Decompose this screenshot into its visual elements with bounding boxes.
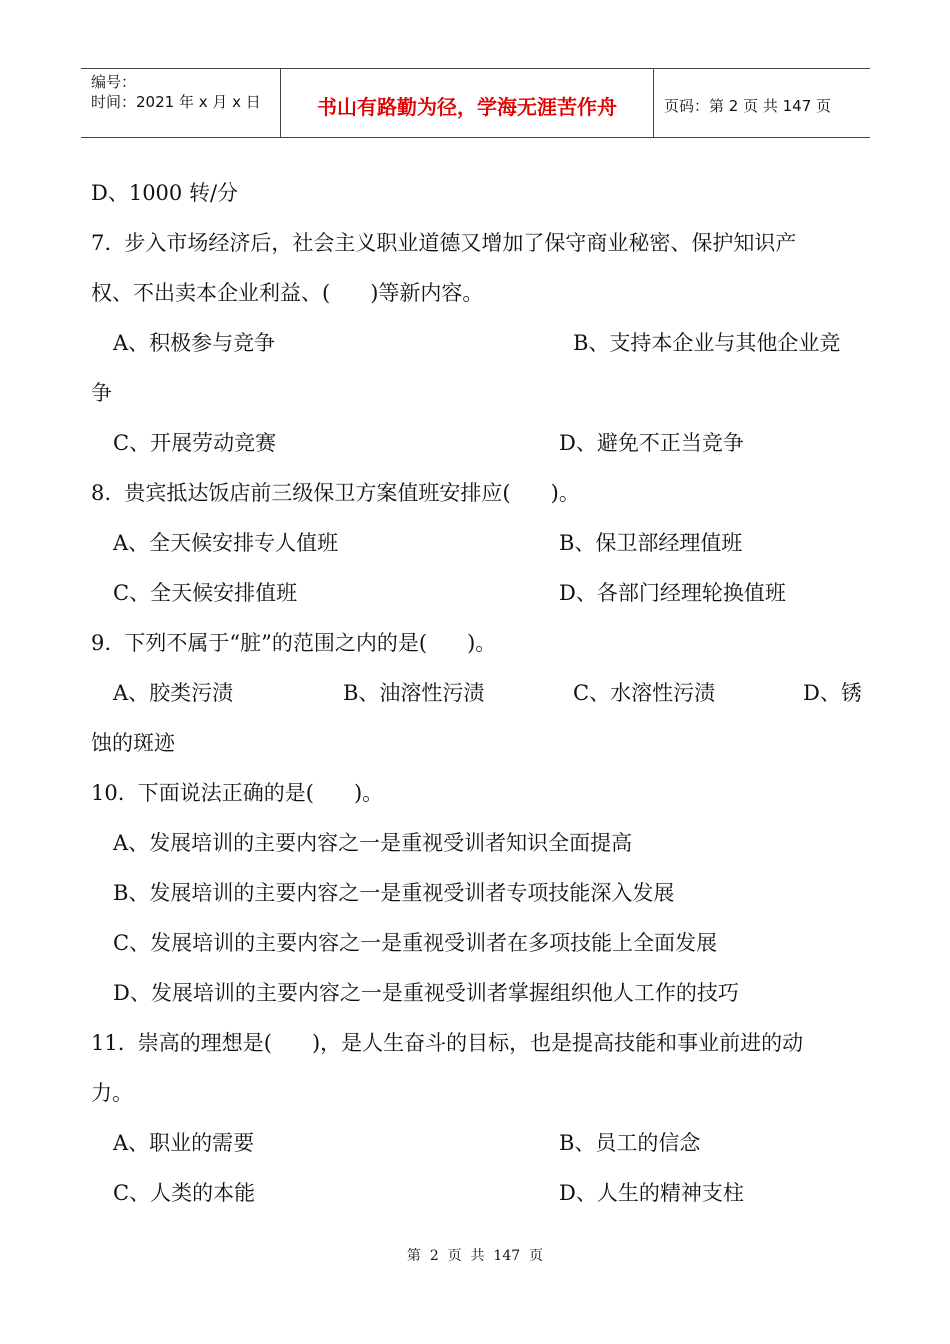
q9-option-a: A、胶类污渍 [113,681,234,705]
q9-option-b: B、油溶性污渍 [343,681,485,705]
q11-option-d: D、人生的精神支柱 [559,1181,744,1205]
q11-stem-line1: 11. 崇高的理想是( )，是人生奋斗的目标，也是提高技能和事业前进的动 [91,1031,804,1055]
header-meta [81,69,281,137]
q7-option-b-cont: 争 [91,381,112,405]
page-header [81,68,870,138]
q11-option-a: A、职业的需要 [113,1131,255,1155]
page-footer: 第 2 页 共 147 页 [406,1248,544,1264]
q7-option-d: D、避免不正当竞争 [559,431,744,455]
q11-option-c: C、人类的本能 [113,1181,256,1205]
q8-option-a: A、全天候安排专人值班 [113,531,339,555]
doc-number-label: 编号： [91,73,137,91]
q11-option-b: B、员工的信念 [559,1131,701,1155]
q7-stem-line2: 权、不出卖本企业利益、( )等新内容。 [91,281,484,305]
header-page-info: 页码：第 2 页 共 147 页 [664,96,832,115]
q9-stem: 9. 下列不属于“脏”的范围之内的是( )。 [91,631,497,655]
q8-option-b: B、保卫部经理值班 [559,531,743,555]
q9-option-c: C、水溶性污渍 [573,681,716,705]
doc-date: 时间：2021 年 x 月 x 日 [91,93,261,111]
q10-option-a: A、发展培训的主要内容之一是重视受训者知识全面提高 [113,831,633,855]
q8-stem: 8. 贵宾抵达饭店前三级保卫方案值班安排应( )。 [91,481,580,505]
q6-option-d: D、1000 转/分 [91,181,239,205]
q10-option-b: B、发展培训的主要内容之一是重视受训者专项技能深入发展 [113,881,675,905]
q9-option-d-cont: 蚀的斑迹 [91,731,175,755]
q10-stem: 10. 下面说法正确的是( )。 [91,781,384,805]
q8-option-c: C、全天候安排值班 [113,581,298,605]
q7-stem-line1: 7. 步入市场经济后，社会主义职业道德又增加了保守商业秘密、保护知识产 [91,231,797,255]
q10-option-c: C、发展培训的主要内容之一是重视受训者在多项技能上全面发展 [113,931,718,955]
q7-option-b: B、支持本企业与其他企业竞 [573,331,841,355]
q11-stem-line2: 力。 [91,1081,133,1105]
header-motto: 书山有路勤为径，学海无涯苦作舟 [281,69,654,137]
q10-option-d: D、发展培训的主要内容之一是重视受训者掌握组织他人工作的技巧 [113,981,739,1005]
q8-option-d: D、各部门经理轮换值班 [559,581,786,605]
q9-option-d: D、锈 [803,681,862,705]
q7-option-c: C、开展劳动竞赛 [113,431,277,455]
q7-option-a: A、积极参与竞争 [113,331,276,355]
